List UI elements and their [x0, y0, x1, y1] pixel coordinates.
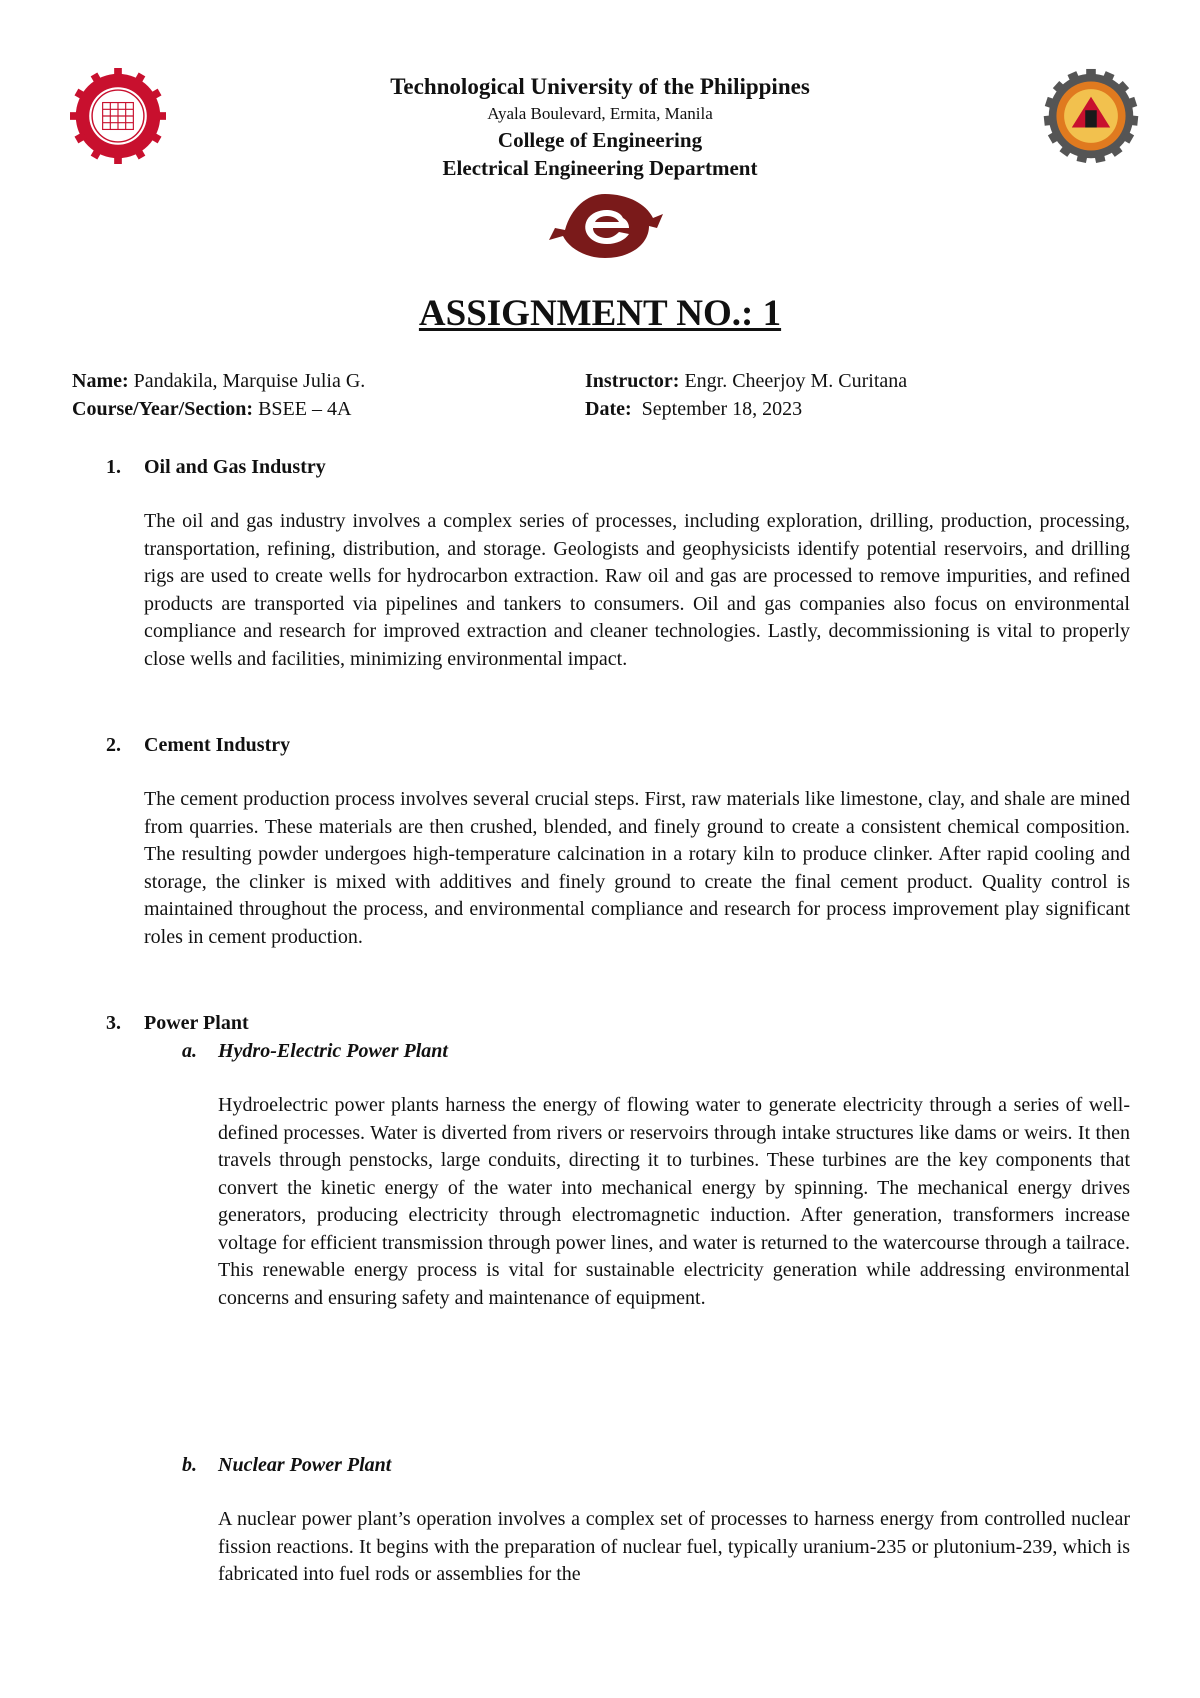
section-heading-power-plant	[106, 1012, 249, 1035]
date-value: September 18, 2023	[641, 398, 803, 420]
subsection-heading-nuclear	[182, 1454, 391, 1477]
college-engineering-gear-logo	[1043, 68, 1139, 164]
subsection-title: Nuclear Power Plant	[218, 1454, 392, 1476]
student-name-row	[72, 370, 365, 393]
department-logo	[545, 188, 665, 266]
section-number: 3.	[106, 1012, 121, 1034]
date-row	[585, 398, 802, 421]
section-title: Oil and Gas Industry	[144, 456, 326, 478]
subsection-title: Hydro-Electric Power Plant	[218, 1040, 448, 1062]
university-name: Technological University of the Philippines	[390, 74, 810, 99]
section-body-oil-gas: The oil and gas industry involves a complex series of processes, including exploration, drilling, production, processing, transportation, refining, distribution, and storage. Geologists and geophysicists identify potential reservoirs, and drilling rigs are used to create wells for hydrocarbon extraction. Raw oil and gas are processed to remove impurities, and refined products are transported via pipelines and tankers to consumers. Oil and gas companies also focus on environmental compliance and research for improved extraction and cleaner technologies. Lastly, decommissioning is vital to properly close wells and facilities, minimizing environmental impact.	[144, 510, 1130, 670]
department-name: Electrical Engineering Department	[442, 156, 758, 180]
instructor-value: Engr. Cheerjoy M. Curitana	[684, 370, 908, 392]
name-label: Name:	[72, 370, 129, 392]
date-label: Date:	[585, 398, 632, 420]
section-title: Cement Industry	[144, 734, 291, 756]
assignment-title: ASSIGNMENT NO.: 1	[418, 293, 782, 334]
subsection-letter: b.	[182, 1454, 197, 1476]
section-body-cement: The cement production process involves several crucial steps. First, raw materials like limestone, clay, and shale are mined from quarries. These materials are then crushed, blended, and finely ground to create a consistent chemical composition. The resulting powder undergoes high-temperature calcination in a rotary kiln to produce clinker. After rapid cooling and storage, the clinker is mixed with additives and finely ground to create the final cement product. Quality control is maintained throughout the process, and environmental compliance and research for process improvement play significant roles in cement production.	[144, 788, 1130, 948]
section-heading-oil-gas	[106, 456, 326, 479]
subsection-body-nuclear: A nuclear power plant’s operation involves a complex set of processes to harness energy from controlled nuclear fission reactions. It begins with the preparation of nuclear fuel, typically uranium-235 or plutonium-239, which is fabricated into fuel rods or assemblies for the	[218, 1508, 1130, 1585]
instructor-label: Instructor:	[585, 370, 680, 392]
section-title: Power Plant	[144, 1012, 249, 1034]
subsection-letter: a.	[182, 1040, 197, 1062]
section-number: 2.	[106, 734, 121, 756]
course-label: Course/Year/Section:	[72, 398, 254, 420]
name-value: Pandakila, Marquise Julia G.	[133, 370, 366, 392]
section-heading-cement	[106, 734, 290, 757]
course-row	[72, 398, 351, 421]
subsection-body-hydro: Hydroelectric power plants harness the energy of flowing water to generate electricity through a series of well-defined processes. Water is diverted from rivers or reservoirs through intake structures like dams or weirs. It then travels through penstocks, large conduits, directing it to turbines. These turbines are the key components that convert the kinetic energy of the water into mechanical energy by spinning. The mechanical energy drives generators, producing electricity through electromagnetic induction. After generation, transformers increase voltage for efficient transmission through power lines, and water is returned to the watercourse through a tailrace. This renewable energy process is vital for sustainable electricity generation while addressing environmental concerns and ensuring safety and maintenance of equipment.	[218, 1094, 1130, 1309]
section-number: 1.	[106, 456, 121, 478]
university-address: Ayala Boulevard, Ermita, Manila	[487, 104, 713, 123]
course-value: BSEE – 4A	[258, 398, 352, 420]
subsection-heading-hydro	[182, 1040, 448, 1063]
instructor-row	[585, 370, 907, 393]
college-name: College of Engineering	[497, 128, 703, 152]
university-seal-logo	[70, 68, 166, 164]
